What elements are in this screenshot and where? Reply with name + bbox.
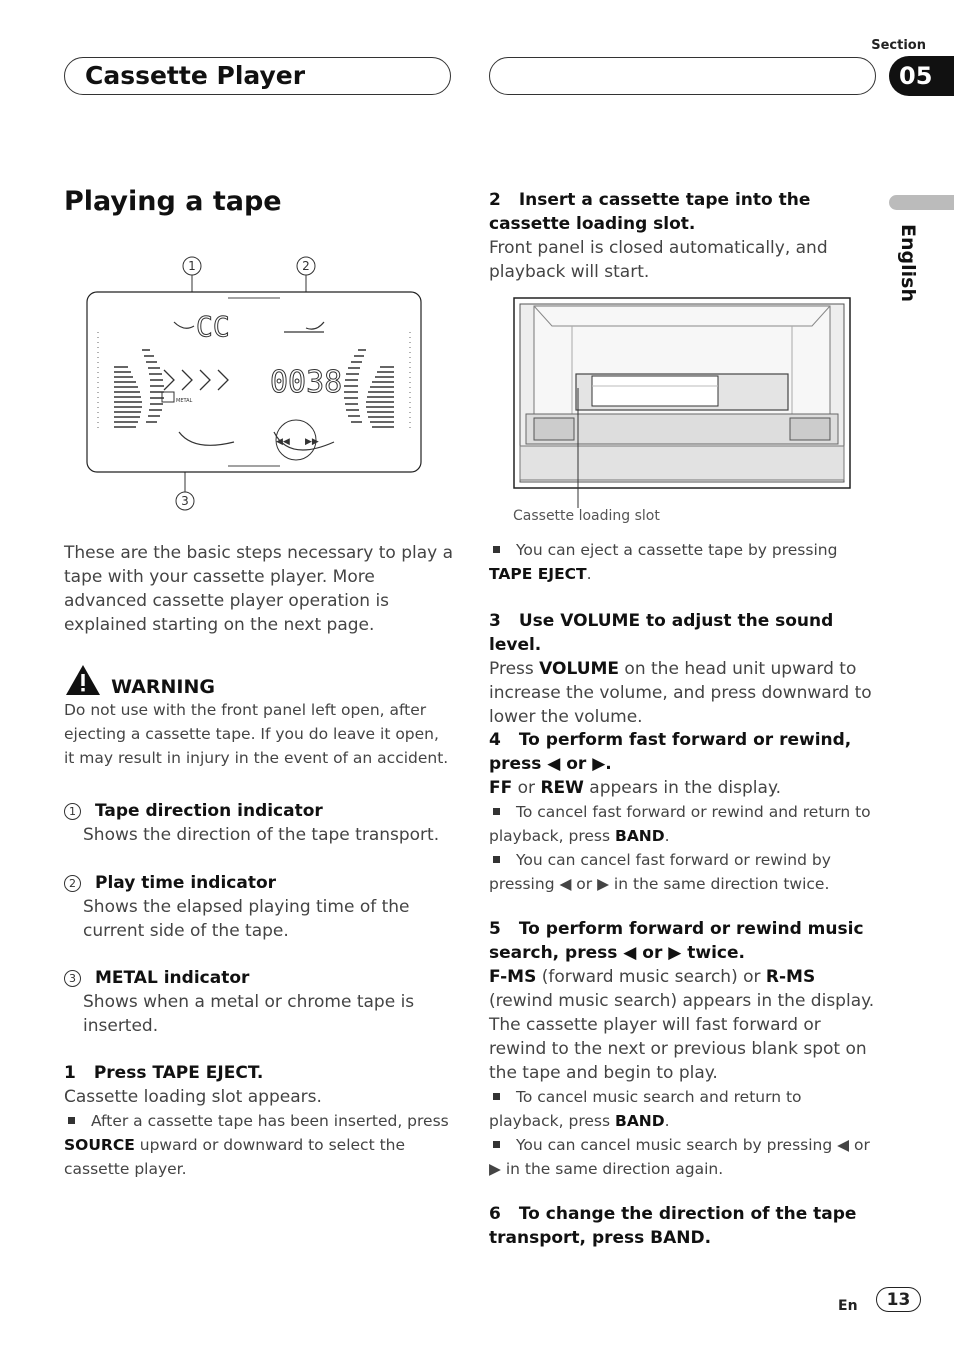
- step-title: Press TAPE EJECT.: [93, 1063, 264, 1083]
- legend-desc: Shows the elapsed playing time of the current side of the tape.: [83, 897, 410, 941]
- legend-number: 3: [64, 970, 81, 987]
- svg-text:3: 3: [181, 494, 189, 508]
- step-text: Front panel is closed automatically, and playback will start.: [489, 238, 828, 282]
- svg-text:2: 2: [302, 259, 310, 273]
- section-number-badge: 05: [889, 56, 954, 96]
- chapter-header-pill: [64, 57, 451, 95]
- step-note: You can cancel music search by pressing ◀ or ▶ in the same direction again.: [489, 1136, 870, 1178]
- language-tab: [889, 195, 954, 210]
- step-text: Cassette loading slot appears.: [64, 1087, 322, 1107]
- step-note: To cancel music search and return to playback, press BAND.: [489, 1088, 802, 1130]
- step-title: To change the direction of the tape transport, press BAND.: [489, 1204, 857, 1248]
- step-number: 4: [489, 730, 501, 750]
- legend-number: 1: [64, 803, 81, 820]
- lcd-frame: [87, 292, 421, 472]
- page-title: Playing a tape: [64, 186, 282, 217]
- svg-text:1: 1: [188, 259, 196, 273]
- step-2: [489, 188, 879, 284]
- step-title: To perform forward or rewind music search, press ◀ or ▶ twice.: [489, 919, 864, 963]
- step-3: [489, 609, 879, 729]
- display-panel-figure: [84, 252, 426, 514]
- chapter-title: Cassette Player: [85, 61, 306, 90]
- step-6: [489, 1202, 879, 1250]
- step-number: 6: [489, 1204, 501, 1224]
- legend-item-1: [64, 799, 454, 847]
- step-5: [489, 917, 879, 1181]
- display-chars: CC: [196, 310, 230, 343]
- header-right-pill: [489, 57, 876, 95]
- svg-text:◀◀: ◀◀: [276, 437, 290, 447]
- step-number: 2: [489, 190, 501, 210]
- step-text: FF or REW appears in the display.: [489, 778, 781, 798]
- legend-title: METAL indicator: [95, 968, 250, 988]
- legend-item-3: [64, 966, 454, 1038]
- step-2-note: You can eject a cassette tape by pressing TAPE EJECT.: [489, 541, 838, 583]
- legend-title: Play time indicator: [95, 873, 277, 893]
- step-title: Insert a cassette tape into the cassette loading slot.: [489, 190, 811, 234]
- svg-text:▶▶: ▶▶: [305, 437, 319, 447]
- step-number: 1: [64, 1063, 76, 1083]
- step-4: [489, 728, 879, 896]
- figure-caption: Cassette loading slot: [513, 508, 660, 524]
- step-note: After a cassette tape has been inserted, press SOURCE upward or downward to select the cassette player.: [64, 1112, 449, 1178]
- head-unit-figure: [512, 296, 854, 508]
- step-number: 3: [489, 611, 501, 631]
- step-number: 5: [489, 919, 501, 939]
- step-title: Use VOLUME to adjust the sound level.: [489, 611, 834, 655]
- step-1: [64, 1061, 454, 1181]
- step-text: Press VOLUME on the head unit upward to increase the volume, and press downward to lower the volume.: [489, 659, 872, 727]
- section-label: Section: [871, 38, 926, 53]
- step-note: To cancel fast forward or rewind and return to playback, press BAND.: [489, 803, 871, 845]
- legend-number: 2: [64, 875, 81, 892]
- legend-title: Tape direction indicator: [95, 801, 323, 821]
- warning-text: Do not use with the front panel left open, after ejecting a cassette tape. If you do leave it open, it may result in injury in the event of an accident.: [64, 701, 449, 767]
- step-title: To perform fast forward or rewind, press ◀ or ▶.: [489, 730, 852, 774]
- footer-language: En: [838, 1298, 858, 1314]
- warning-title: WARNING: [111, 676, 215, 698]
- legend-desc: Shows the direction of the tape transport.: [83, 825, 440, 845]
- warning-block: [64, 663, 454, 770]
- page-number: 13: [876, 1287, 921, 1312]
- legend-desc: Shows when a metal or chrome tape is inserted.: [83, 992, 415, 1036]
- intro-paragraph: These are the basic steps necessary to play a tape with your cassette player. More advanced cassette player operation is explained starting on the next page.: [64, 543, 454, 635]
- step-text: F-MS (forward music search) or R-MS (rewind music search) appears in the display. The cassette player will fast forward or rewind to the next or previous blank spot on the tape and begin to play.: [489, 967, 875, 1083]
- legend-item-2: [64, 871, 454, 943]
- svg-text:METAL: METAL: [176, 398, 193, 404]
- language-label: English: [897, 224, 919, 302]
- play-time-readout: 0038: [270, 365, 343, 400]
- step-note: You can cancel fast forward or rewind by pressing ◀ or ▶ in the same direction twice.: [489, 851, 831, 893]
- warning-icon: [64, 663, 102, 697]
